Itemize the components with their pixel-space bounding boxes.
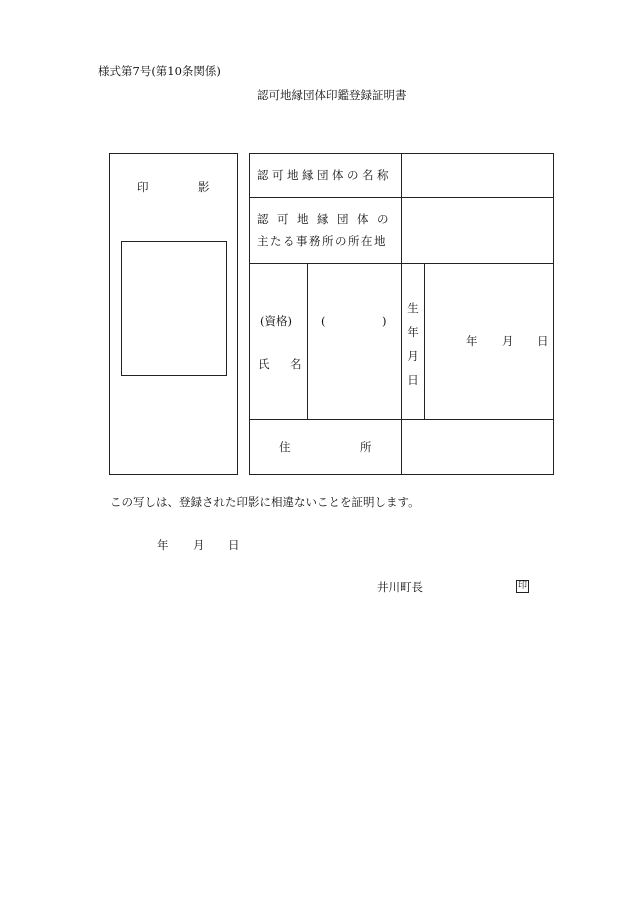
paren-close: ) [382,314,387,328]
group-name-label: 認可地縁団体の名称 [257,168,392,182]
form-number: 様式第7号(第10条関係) [98,64,221,78]
address-label-left: 住 [279,440,291,454]
name-label-left: 氏 [258,357,270,371]
column-divider [401,153,402,475]
issuer-seal-char: 印 [517,581,527,591]
birth-char: 年 [407,325,419,339]
issuer-seal-mark [516,580,529,593]
office-label-line1: 認可地縁団体の [257,212,397,226]
certification-text: この写しは、登録された印影に相違ないことを証明します。 [110,495,420,509]
birth-year-label: 年 [466,334,478,348]
column-divider [424,263,425,419]
birth-char: 日 [407,373,419,387]
seal-label-right: 影 [198,180,210,194]
birth-char: 生 [407,301,419,315]
date-year: 年 [157,538,169,552]
issuer-name: 井川町長 [377,580,423,594]
seal-impression-area [121,241,227,376]
paren-open: ( [321,314,326,328]
birth-char: 月 [407,349,419,363]
seal-label-left: 印 [137,180,149,194]
address-label-right: 所 [360,440,372,454]
date-day: 日 [228,538,240,552]
office-label-line2: 主たる事務所の所在地 [257,234,387,248]
date-month: 月 [193,538,205,552]
name-label-right: 名 [290,357,302,371]
document-title: 認可地縁団体印鑑登録証明書 [257,88,407,102]
birth-day-label: 日 [537,334,549,348]
qualification-label: (資格) [260,314,292,328]
birth-month-label: 月 [502,334,514,348]
column-divider [307,263,308,419]
